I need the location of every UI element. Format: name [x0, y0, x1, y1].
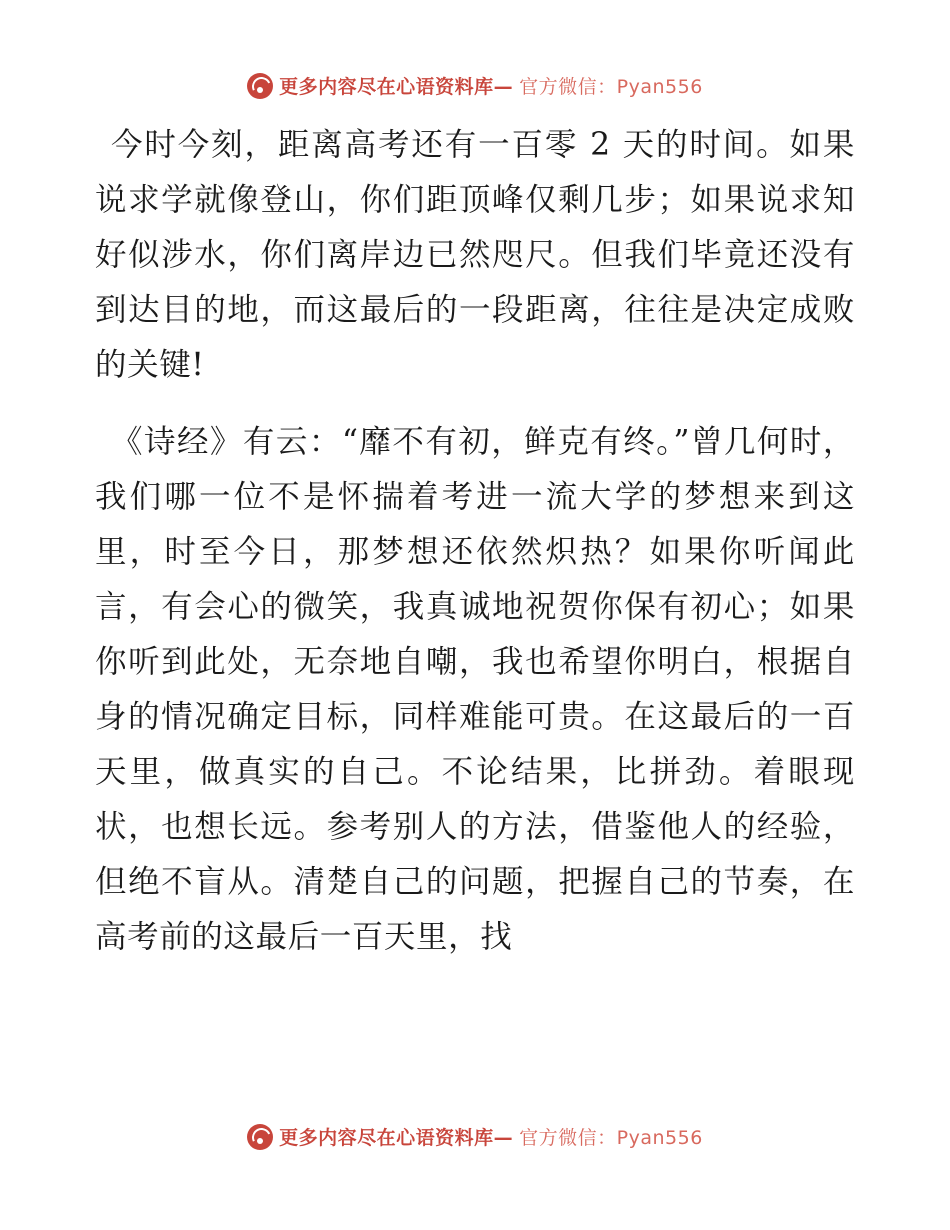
watermark-wechat-text: 官方微信：Pyan556: [519, 1127, 703, 1149]
paragraph: 《诗经》有云：“靡不有初，鲜克有终。”曾几何时，我们哪一位不是怀揣着考进一流大学的梦想来到这里，时至今日，那梦想还依然炽热？如果你听闻此言，有会心的微笑，我真诚地祝贺你保有初心；如果你听到此处，无奈地自嘲，我也希望你明白，根据自身的情况确定目标，同样难能可贵。在这最后的一百天里，做真实的自己。不论结果，比拼劲。着眼现状，也想长远。参考别人的方法，借鉴他人的经验，但绝不盲从。清楚自己的问题，把握自己的节奏，在高考前的这最后一百天里，找: [95, 424, 855, 955]
watermark-brand-text: 更多内容尽在心语资料库—: [279, 1127, 514, 1149]
circle-swirl-logo-icon: [247, 1124, 273, 1150]
document-text-body: [95, 118, 855, 973]
watermark-footer: [0, 1123, 950, 1150]
watermark-header: [0, 72, 950, 99]
circle-swirl-logo-icon: [247, 73, 273, 99]
watermark-brand-text: 更多内容尽在心语资料库—: [279, 76, 514, 98]
watermark-wechat-text: 官方微信：Pyan556: [519, 76, 703, 98]
paragraph: 今时今刻，距离高考还有一百零 2 天的时间。如果说求学就像登山，你们距顶峰仅剩几步；如果说求知好似涉水，你们离岸边已然咫尺。但我们毕竟还没有到达目的地，而这最后的一段距离，往往是决定成败的关键!: [95, 127, 855, 383]
